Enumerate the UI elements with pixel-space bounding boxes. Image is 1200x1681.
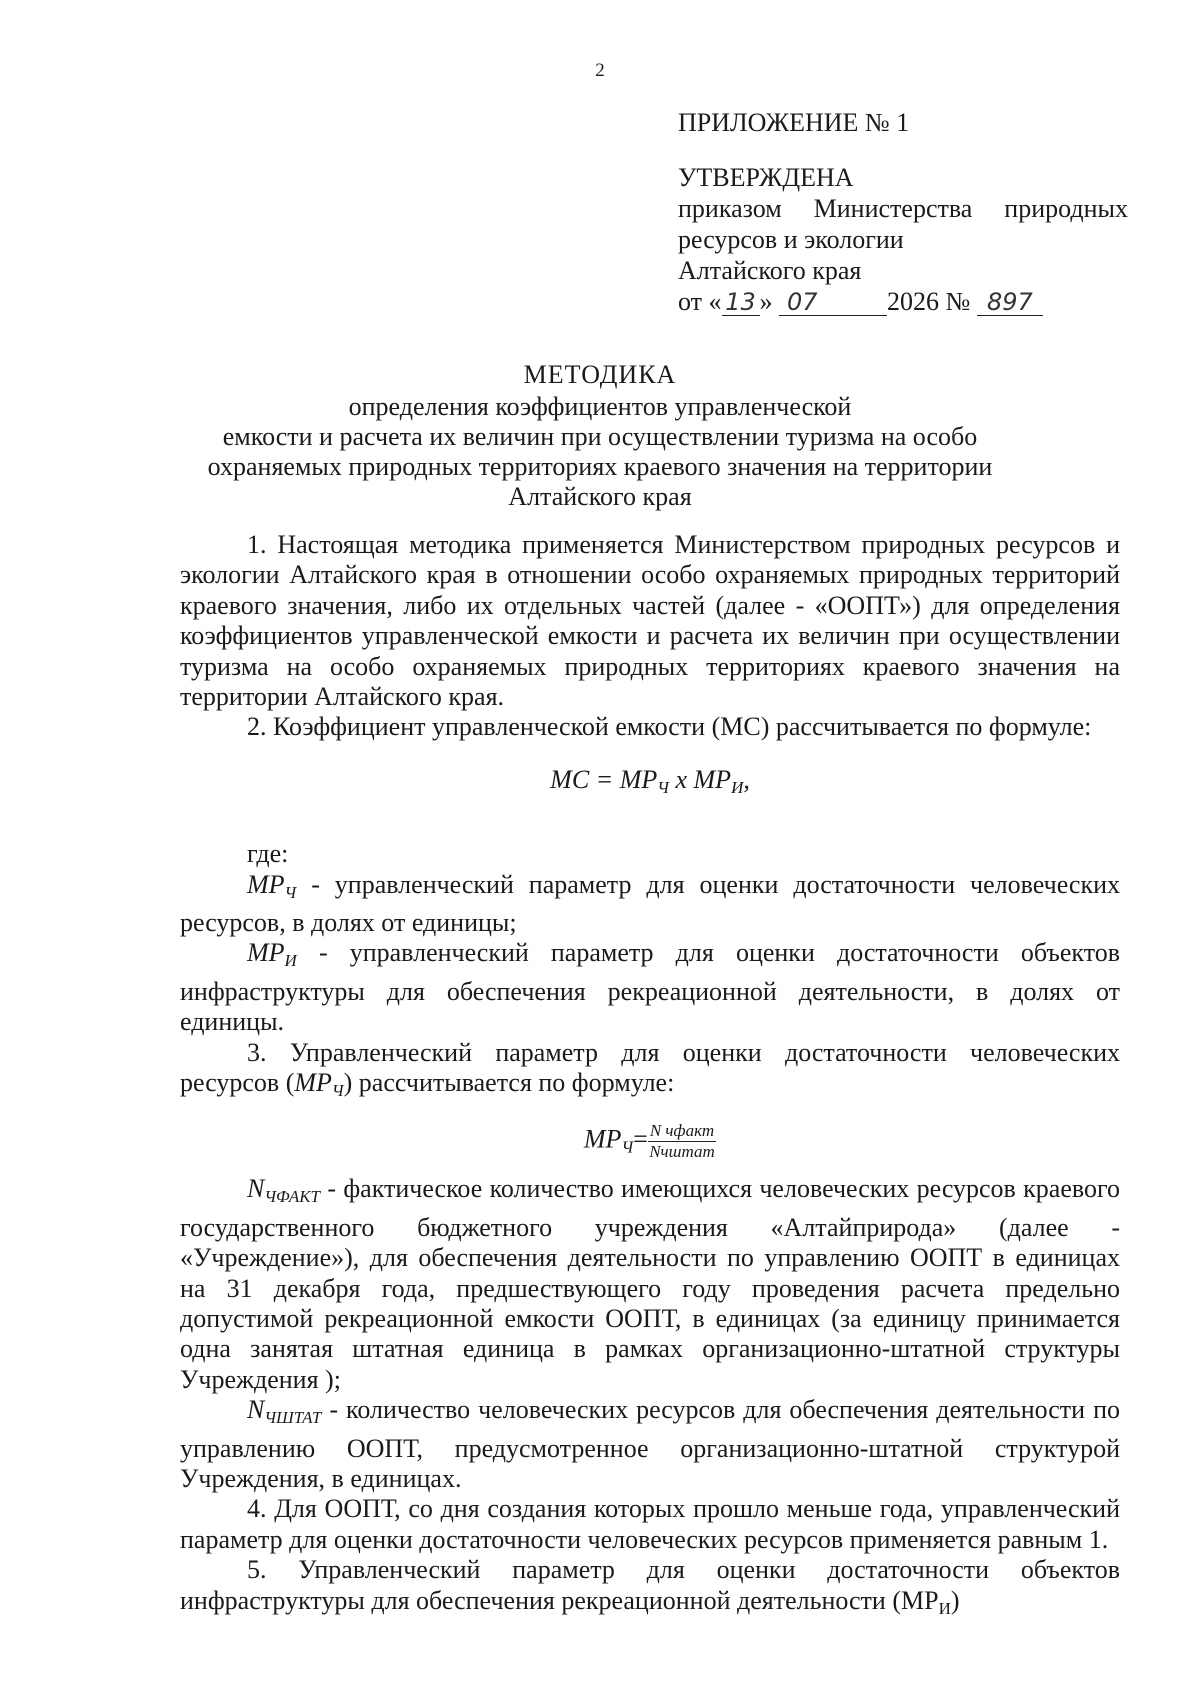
paragraph-5: 5. Управленческий параметр для оценки достаточности объектов инфраструктуры для обеспечения рекреационной деятельности $(МР_И)$ xyxy=(180,1555,1120,1618)
date-year: 2026 № xyxy=(887,287,971,316)
order-number-handwritten: 897 xyxy=(977,289,1043,316)
date-mid: » xyxy=(759,287,773,316)
date-prefix: от « xyxy=(678,287,722,316)
formula-mp-ch: $МР_Ч=$ $\frac{\text{N чфакт}}{\text{Nчштат}}$ xyxy=(583,1120,715,1161)
appendix-heading: ПРИЛОЖЕНИЕ № 1 xyxy=(678,108,910,137)
order-line-1: приказом Министерства природных xyxy=(678,194,1128,223)
order-date-line xyxy=(678,286,1128,317)
fraction-numerator: N чфакт xyxy=(649,1120,715,1140)
date-month-handwritten: 07 xyxy=(779,289,887,316)
paragraph-3: 3. Управленческий параметр для оценки достаточности человеческих ресурсов $(МР_Ч)$ рассчитывается по формуле: xyxy=(180,1037,1120,1101)
paragraph-1: 1. Настоящая методика применяется Министерством природных ресурсов и экологии Алтайского края в отношении особо охраняемых природных территорий краевого значения, либо их отдельных частей (далее - «ООПТ») для определения коэффициентов управленческой емкости и расчета их величин при осуществлении туризма на особо охраняемых природных территориях краевого значения на территории Алтайского края. xyxy=(180,530,1120,712)
definition-mp-i: $МР_И$ - управленческий параметр для оценки достаточности объектов инфраструктуры для обеспечения рекреационной деятельности, в долях от единицы. xyxy=(180,938,1120,1037)
paragraph-2: 2. Коэффициент управленческой емкости (МС) рассчитывается по формуле: xyxy=(247,712,1092,742)
where-label: где: xyxy=(247,839,289,869)
title-main: МЕТОДИКА xyxy=(523,360,677,389)
title-line-3: охраняемых природных территориях краевого значения на территории xyxy=(207,452,993,481)
document-title xyxy=(180,360,1020,512)
formula-mc: МС = $МР_Ч$ х $МР_И$, xyxy=(550,764,750,797)
title-line-4: Алтайского края xyxy=(508,482,692,511)
fraction xyxy=(648,1121,716,1162)
title-line-1: определения коэффициентов управленческой xyxy=(348,392,852,421)
page-number: 2 xyxy=(595,60,605,81)
fraction-denominator: Nчштат xyxy=(649,1141,715,1161)
approved-label: УТВЕРЖДЕНА xyxy=(678,163,854,192)
definition-mp-ch: $МР_Ч$ - управленческий параметр для оценки достаточности человеческих ресурсов, в долях от единицы; xyxy=(180,869,1120,938)
definition-n-shtat: $N_{ЧШТАТ}$ - количество человеческих ресурсов для обеспечения деятельности по управлению ООПТ, предусмотренное организационно-штатной структурой Учреждения, в единицах. xyxy=(180,1395,1120,1494)
definition-n-fact: $N_{ЧФАКТ}$ - фактическое количество имеющихся человеческих ресурсов краевого государственного бюджетного учреждения «Алтайприрода» (далее - «Учреждение»), для обеспечения деятельности по управлению ООПТ в единицах на 31 декабря года, предшествующего году проведения расчета предельно допустимой рекреационной емкости ООПТ, в единицах (за единицу принимается одна занятая штатная единица в рамках организационно-штатной структуры Учреждения ); xyxy=(180,1174,1120,1394)
date-day-handwritten: 13 xyxy=(722,289,760,316)
order-line-2: ресурсов и экологии xyxy=(678,225,904,254)
approval-block xyxy=(678,162,1128,317)
title-line-2: емкости и расчета их величин при осуществлении туризма на особо xyxy=(222,422,978,451)
paragraph-4: 4. Для ООПТ, со дня создания которых прошло меньше года, управленческий параметр для оценки достаточности человеческих ресурсов применяется равным 1. xyxy=(180,1494,1120,1554)
order-line-3: Алтайского края xyxy=(678,256,862,285)
document-body xyxy=(180,530,1120,1624)
